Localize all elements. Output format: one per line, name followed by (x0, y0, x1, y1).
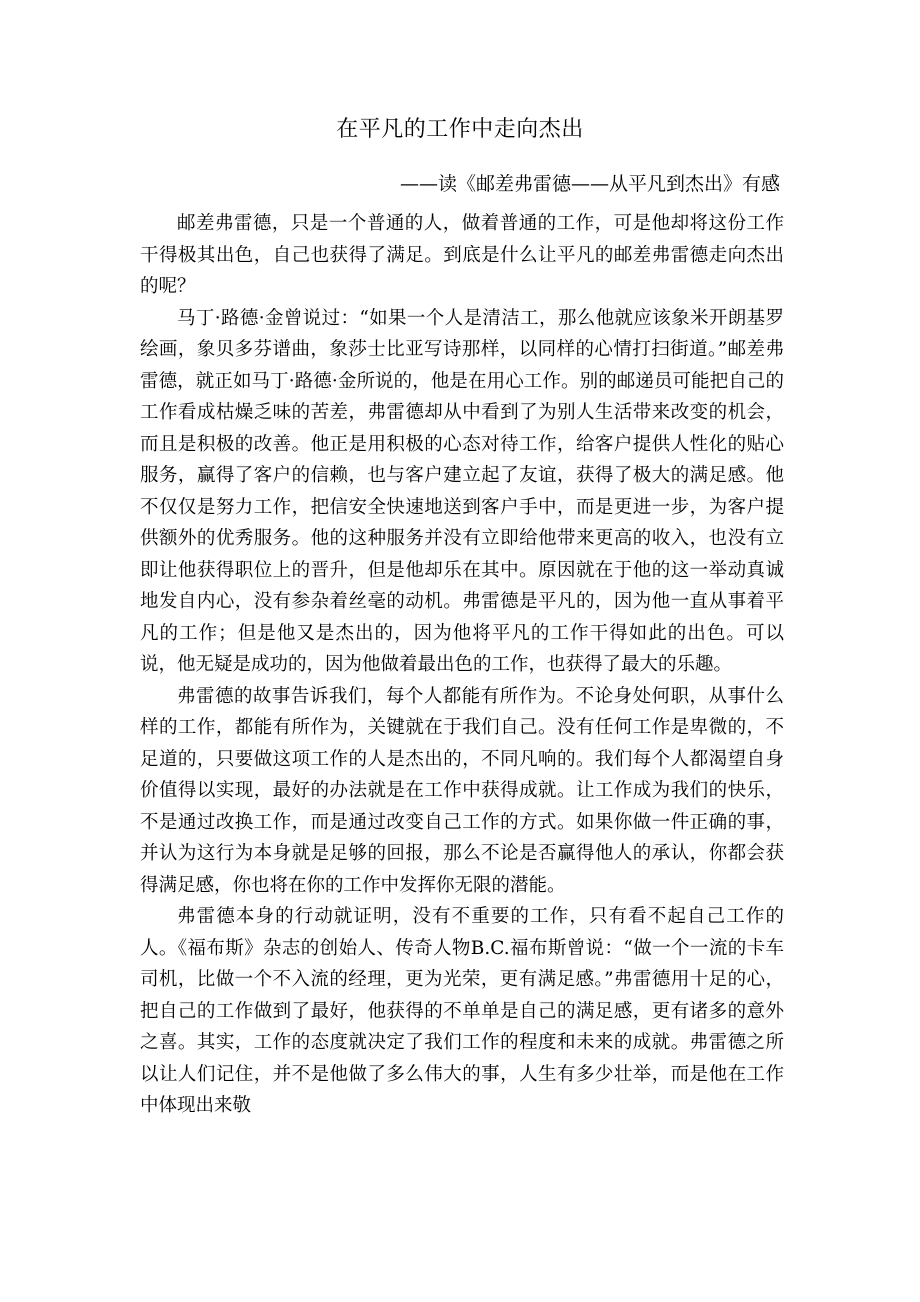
paragraph: 马丁·路德·金曾说过：“如果一个人是清洁工，那么他就应该象米开朗基罗绘画，象贝多芬谱曲，象莎士比亚写诗那样，以同样的心情打扫街道。”邮差弗雷德，就正如马丁·路德·金所说的，他是在用心工作。别的邮递员可能把自己的工作看成枯燥乏味的苦差，弗雷德却从中看到了为别人生活带来改变的机会，而且是积极的改善。他正是用积极的心态对待工作，给客户提供人性化的贴心服务，赢得了客户的信赖，也与客户建立起了友谊，获得了极大的满足感。他不仅仅是努力工作，把信安全快速地送到客户手中，而是更进一步，为客户提供额外的优秀服务。他的这种服务并没有立即给他带来更高的收入，也没有立即让他获得职位上的晋升，但是他却乐在其中。原因就在于他的这一举动真诚地发自内心，没有参杂着丝毫的动机。弗雷德是平凡的，因为他一直从事着平凡的工作；但是他又是杰出的，因为他将平凡的工作干得如此的出色。可以说，他无疑是成功的，因为他做着最出色的工作，也获得了最大的乐趣。 (140, 307, 784, 675)
document-title: 在平凡的工作中走向杰出 (336, 117, 584, 142)
document-subtitle: ——读《邮差弗雷德——从平凡到杰出》有感 (399, 173, 780, 195)
paragraph: 邮差弗雷德，只是一个普通的人，做着普通的工作，可是他却将这份工作干得极其出色，自己也获得了满足。到底是什么让平凡的邮差弗雷德走向杰出的呢？ (140, 213, 784, 297)
paragraph: 弗雷德的故事告诉我们，每个人都能有所作为。不论身处何职，从事什么样的工作，都能有所作为，关键就在于我们自己。没有任何工作是卑微的，不足道的，只要做这项工作的人是杰出的，不同凡响的。我们每个人都渴望自身价值得以实现，最好的办法就是在工作中获得成就。让工作成为我们的快乐，不是通过改换工作，而是通过改变自己工作的方式。如果你做一件正确的事，并认为这行为本身就是足够的回报，那么不论是否赢得他人的承认，你都会获得满足感，你也将在你的工作中发挥你无限的潜能。 (140, 685, 784, 896)
document-body (140, 208, 784, 1122)
paragraph: 弗雷德本身的行动就证明，没有不重要的工作，只有看不起自己工作的人。《福布斯》杂志的创始人、传奇人物B.C.福布斯曾说：“做一个一流的卡车司机，比做一个不入流的经理，更为光荣，更有满足感。”弗雷德用十足的心，把自己的工作做到了最好，他获得的不单单是自己的满足感，更有诸多的意外之喜。其实，工作的态度就决定了我们工作的程度和未来的成就。弗雷德之所以让人们记住，并不是他做了多么伟大的事，人生有多少壮举，而是他在工作中体现出来敬 (140, 906, 784, 1116)
